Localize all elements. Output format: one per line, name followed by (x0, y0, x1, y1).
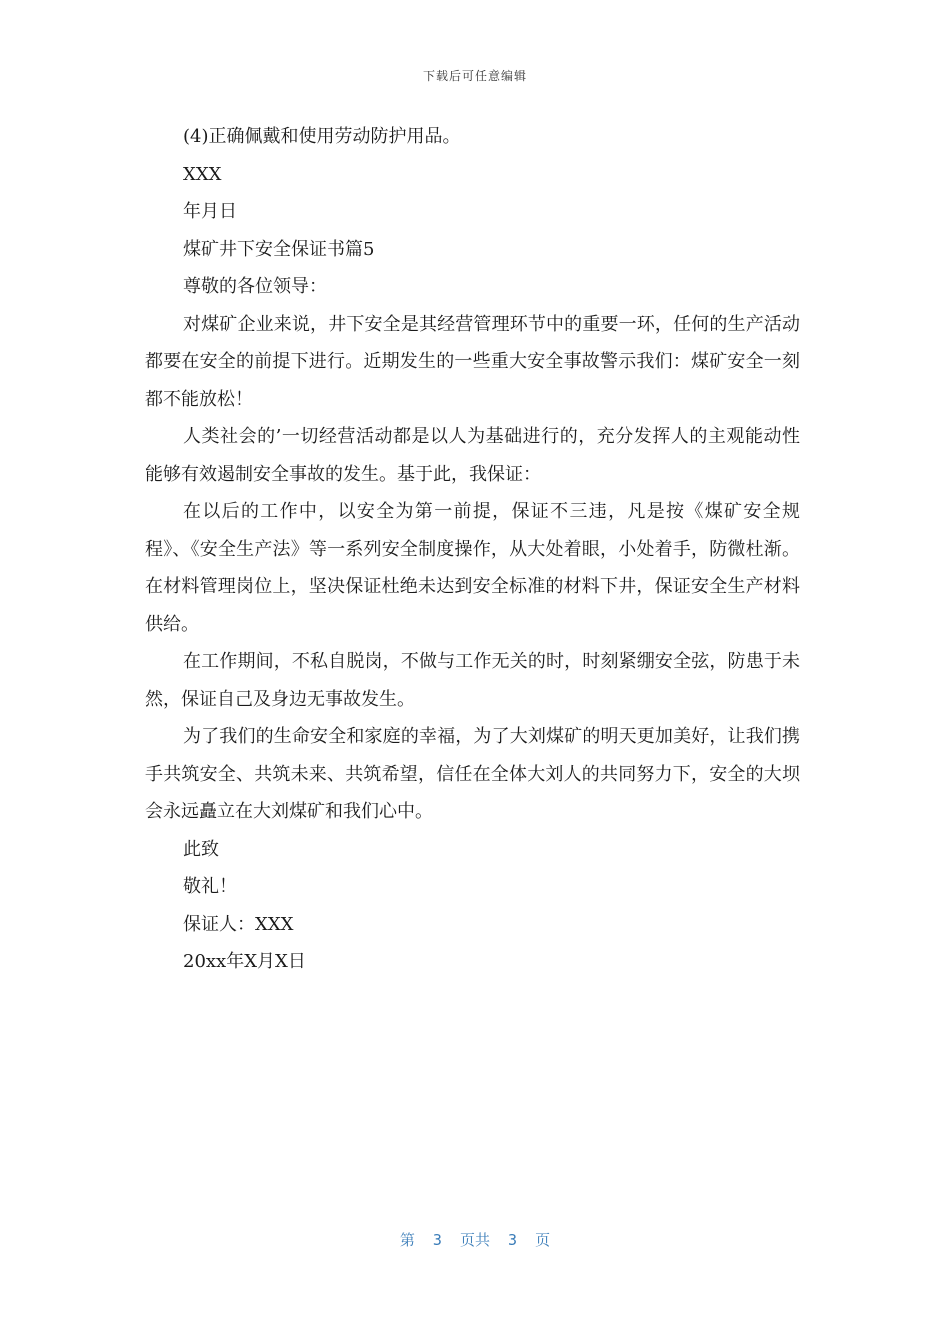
salutation: 尊敬的各位领导： (183, 276, 327, 297)
body-paragraph: 在工作期间，不私自脱岗，不做与工作无关的时，时刻紧绷安全弦，防患于未然，保证自己及身边无事故发生。 (145, 651, 800, 710)
signature-name-placeholder: XXX (183, 163, 222, 185)
paragraph-item-protective-equipment: (4)正确佩戴和使用劳动防护用品。 (183, 126, 461, 147)
page-header: 下载后可任意编辑 (422, 69, 527, 83)
date-placeholder: 年月日 (183, 201, 237, 222)
section-title: 煤矿井下安全保证书篇5 (183, 238, 375, 260)
guarantor-signature: 保证人：XXX (183, 913, 294, 935)
body-paragraph: 在以后的工作中，以安全为第一前提，保证不三违，凡是按《煤矿安全规程》、《安全生产法》等一系列安全制度操作，从大处着眼，小处着手，防微杜渐。在材料管理岗位上，坚决保证杜绝未达到安全标准的材料下井，保证安全生产材料供给。 (145, 501, 800, 635)
closing-regards: 敬礼！ (183, 876, 237, 897)
body-paragraph: 为了我们的生命安全和家庭的幸福，为了大刘煤矿的明天更加美好，让我们携手共筑安全、共筑未来、共筑希望，信任在全体大刘人的共同努力下，安全的大坝会永远矗立在大刘煤矿和我们心中。 (145, 726, 800, 822)
signature-date: 20xx年X月X日 (183, 951, 306, 972)
document-body (145, 118, 800, 981)
page-number: 第 3 页共 3 页 (399, 1231, 551, 1249)
body-paragraph: 对煤矿企业来说，井下安全是其经营管理环节中的重要一环，任何的生产活动都要在安全的前提下进行。近期发生的一些重大安全事故警示我们：煤矿安全一刻都不能放松！ (145, 313, 800, 410)
closing-line: 此致 (183, 838, 219, 860)
body-paragraph: 人类社会的’一切经营活动都是以人为基础进行的，充分发挥人的主观能动性能够有效遏制安全事故的发生。基于此，我保证： (145, 426, 800, 485)
